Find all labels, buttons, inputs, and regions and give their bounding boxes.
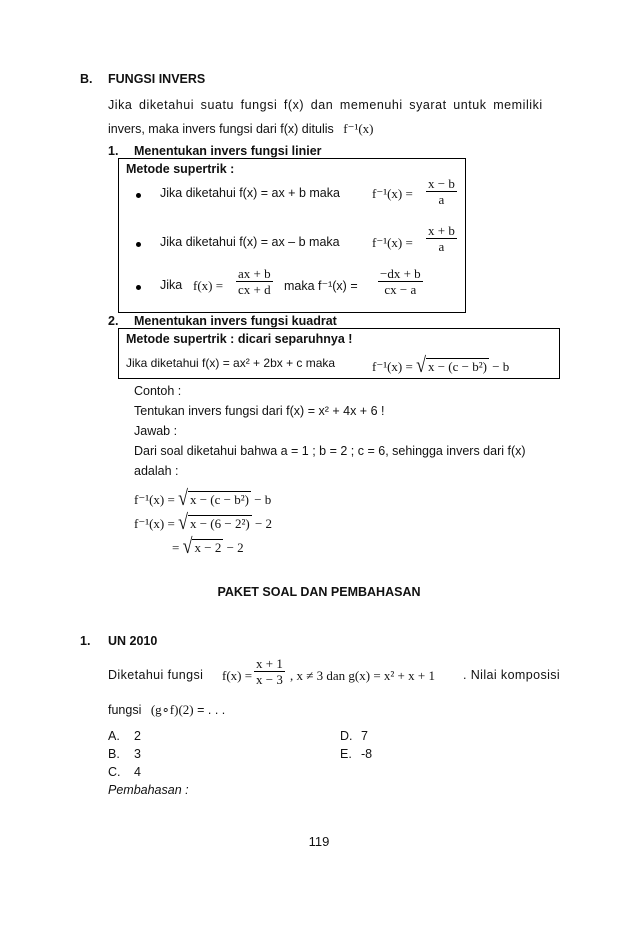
bullet3-fraction-1 <box>236 266 273 297</box>
step3-tail: − 2 <box>226 540 244 555</box>
sqrt-icon: √ <box>178 509 188 534</box>
linear-number: 1. <box>108 144 119 158</box>
quadratic-formula <box>372 352 510 377</box>
linear-title: Menentukan invers fungsi linier <box>134 144 322 158</box>
problem-line-2 <box>108 702 225 718</box>
line2-expression: (g∘f)(2) <box>150 702 194 717</box>
bullet2-fraction <box>426 223 457 254</box>
answer-label: Jawab : <box>134 424 178 438</box>
step2-radicand: x − (6 − 2²) <box>189 516 250 531</box>
bullet3-denominator-2: cx − a <box>384 282 417 297</box>
bullet2-denominator: a <box>438 239 445 254</box>
section-title: FUNGSI INVERS <box>108 72 206 86</box>
example-question: Tentukan invers fungsi dari f(x) = x² + 4x + 6 ! <box>134 404 385 418</box>
intro-line-1: Jika diketahui suatu fungsi f(x) dan memenuhi syarat untuk memiliki <box>108 98 543 112</box>
problem-f-fraction <box>254 656 285 687</box>
step-1 <box>134 485 272 510</box>
option-e-value: -8 <box>361 747 373 761</box>
option-c-key: C. <box>108 765 121 779</box>
bullet1-denominator: a <box>438 192 445 207</box>
option-c-value: 4 <box>134 765 141 779</box>
bullet3-numerator-2: −dx + b <box>380 266 421 281</box>
step1-lhs: f⁻¹(x) = <box>134 492 175 507</box>
line2-prefix: fungsi <box>108 703 142 717</box>
linear-method: Metode supertrik : <box>126 162 235 176</box>
quadratic-title: Menentukan invers fungsi kuadrat <box>134 314 337 328</box>
sqrt-icon: √ <box>416 352 426 377</box>
bullet-3 <box>136 285 141 290</box>
intro-text: invers, maka invers fungsi dari f(x) ditulis <box>108 122 334 136</box>
bullet1-lhs: f⁻¹(x) = <box>372 186 413 201</box>
problem-f-numerator: x + 1 <box>256 656 283 671</box>
bullet3-mid: maka f⁻¹(x) = <box>284 279 358 293</box>
package-title: PAKET SOAL DAN PEMBAHASAN <box>217 585 421 599</box>
bullet2-numerator: x + b <box>428 223 455 238</box>
answer-line-2: adalah : <box>134 464 179 478</box>
option-b-key: B. <box>108 747 120 761</box>
quadratic-formula-tail: − b <box>492 359 510 374</box>
bullet2-lhs: f⁻¹(x) = <box>372 235 413 250</box>
quadratic-method: Metode supertrik : dicari separuhnya ! <box>126 332 353 346</box>
sqrt-icon: √ <box>178 485 188 510</box>
step1-radicand: x − (c − b²) <box>189 492 249 507</box>
page-number: 119 <box>308 834 330 849</box>
bullet2-text: Jika diketahui f(x) = ax – b maka <box>160 235 340 249</box>
problem-text-after: . Nilai komposisi <box>463 668 561 682</box>
step3-radicand: x − 2 <box>194 540 222 555</box>
example-label: Contoh : <box>134 384 182 398</box>
intro-notation: f⁻¹(x) <box>343 121 374 136</box>
step2-tail: − 2 <box>254 516 273 531</box>
step1-tail: − b <box>254 492 272 507</box>
step2-lhs: f⁻¹(x) = <box>134 516 175 531</box>
problem-source: UN 2010 <box>108 634 158 648</box>
problem-text-before: Diketahui fungsi <box>108 668 204 682</box>
problem-f-lhs: f(x) = <box>222 668 253 683</box>
discussion-label: Pembahasan : <box>108 783 189 797</box>
bullet3-fraction-2 <box>378 266 423 297</box>
quadratic-number: 2. <box>108 314 119 328</box>
option-d-key: D. <box>340 729 353 743</box>
bullet3-text: Jika <box>160 278 183 292</box>
step3-lhs: = <box>172 540 180 555</box>
option-b-value: 3 <box>134 747 141 761</box>
problem-number: 1. <box>80 634 91 648</box>
bullet3-numerator-1: ax + b <box>238 266 271 281</box>
quadratic-formula-text: Jika diketahui f(x) = ax² + 2bx + c maka <box>126 356 336 370</box>
bullet3-lhs: f(x) = <box>193 278 224 293</box>
quadratic-formula-lhs: f⁻¹(x) = <box>372 359 413 374</box>
step-3 <box>172 533 244 558</box>
answer-line-1: Dari soal diketahui bahwa a = 1 ; b = 2 ; c = 6, sehingga invers dari f(x) <box>134 444 526 458</box>
bullet-1 <box>136 193 141 198</box>
bullet3-denominator-1: cx + d <box>238 282 271 297</box>
intro-line-2 <box>108 121 374 137</box>
bullet1-fraction <box>426 176 457 207</box>
problem-condition: , x ≠ 3 dan g(x) = x² + x + 1 <box>290 668 435 683</box>
problem-f-denominator: x − 3 <box>256 672 283 687</box>
step-2 <box>134 509 273 534</box>
bullet-2 <box>136 242 141 247</box>
option-a-value: 2 <box>134 729 141 743</box>
bullet1-numerator: x − b <box>428 176 455 191</box>
line2-suffix: = . . . <box>197 703 226 717</box>
option-a-key: A. <box>108 729 120 743</box>
option-d-value: 7 <box>361 729 368 743</box>
sqrt-icon: √ <box>182 533 193 558</box>
option-e-key: E. <box>340 747 352 761</box>
quadratic-formula-radicand: x − (c − b²) <box>427 359 487 374</box>
section-letter: B. <box>80 72 93 86</box>
bullet1-text: Jika diketahui f(x) = ax + b maka <box>160 186 340 200</box>
